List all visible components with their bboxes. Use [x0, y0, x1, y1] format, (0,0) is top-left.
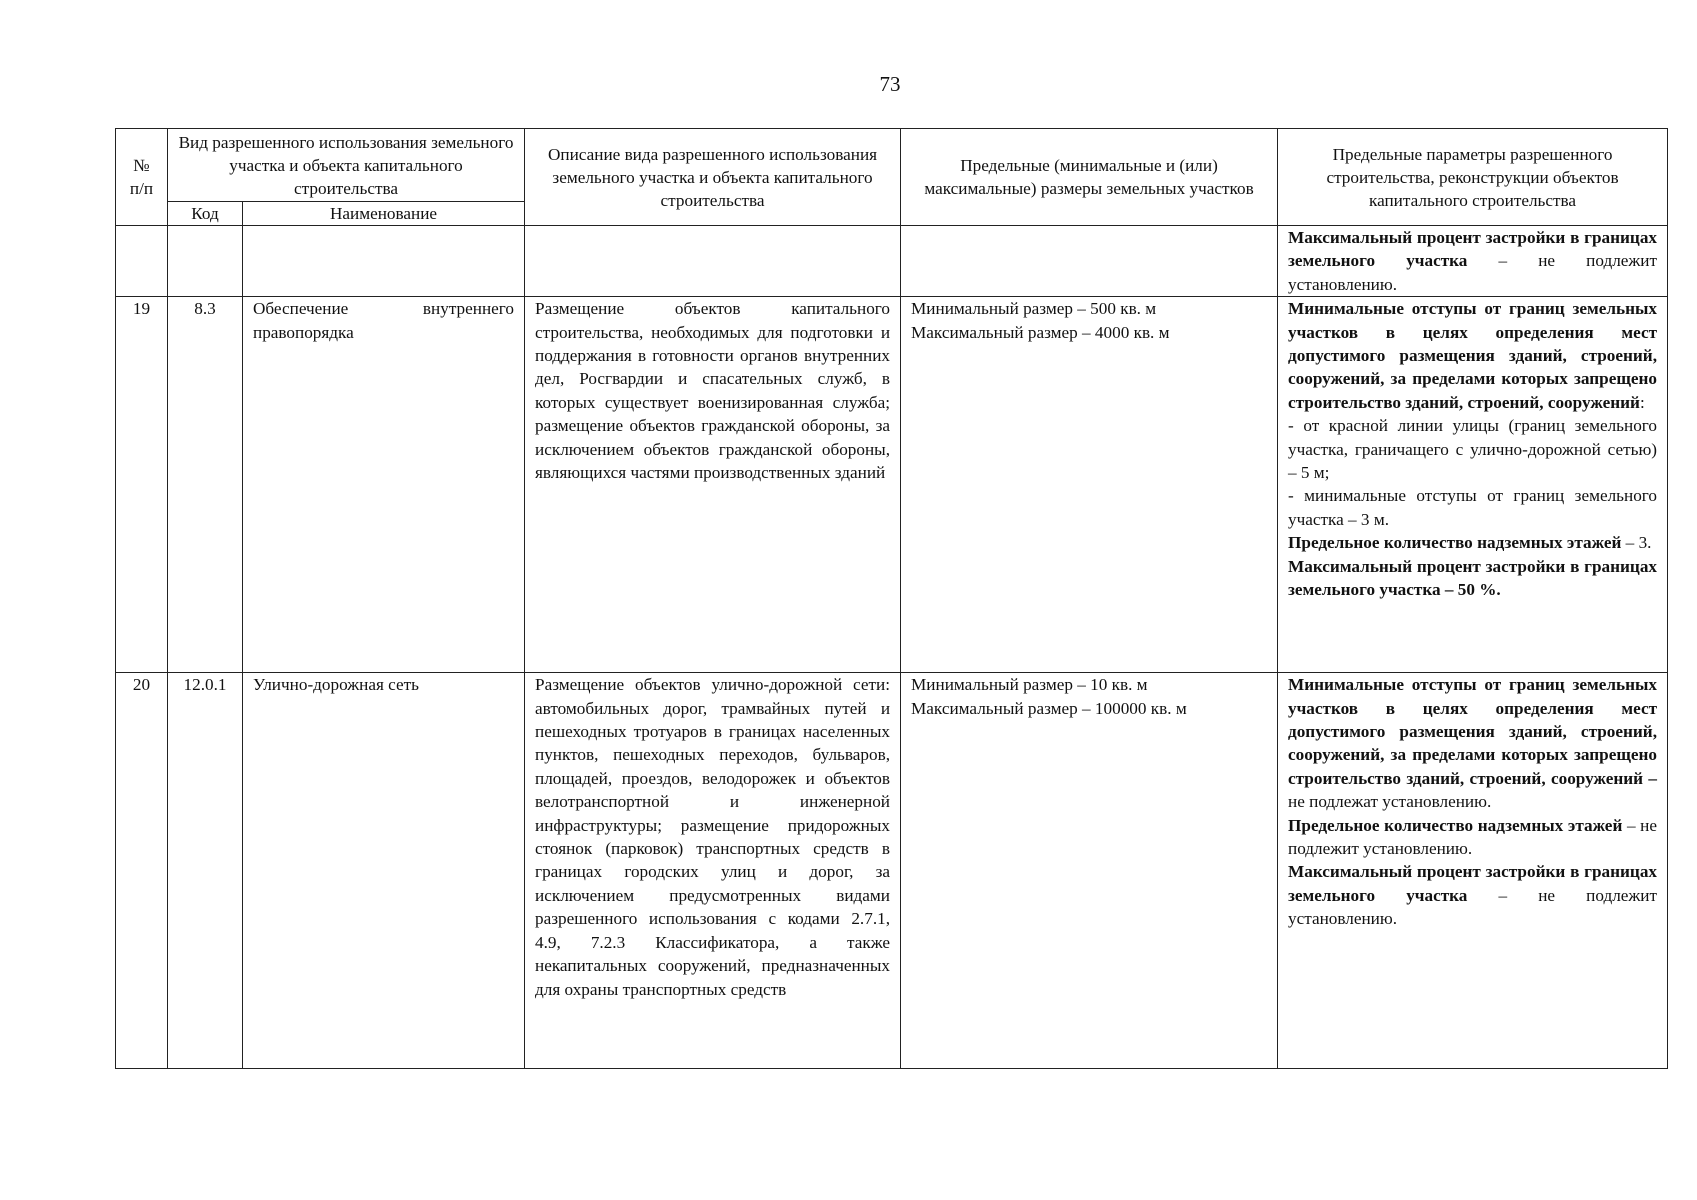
cell-sizes — [901, 297, 1278, 673]
size-min: Минимальный размер – 500 кв. м — [911, 299, 1157, 319]
header-description: Описание вида разрешенного использования земельного участка и объекта капитального строительства — [525, 129, 901, 226]
cell-params — [1278, 226, 1668, 297]
cell-name — [243, 226, 525, 297]
size-max: Максимальный размер – 4000 кв. м — [911, 322, 1170, 342]
param-max-coverage-value: – не подлежит установлению. — [1288, 885, 1658, 929]
param-setback-min: - минимальные отступы от границ земельного участка – 3 м. — [1288, 486, 1658, 529]
cell-code — [168, 226, 243, 297]
param-setback-red-line: - от красной линии улицы (границ земельного участка, граничащего с улично-дорожной сетью) – 5 м; — [1288, 416, 1658, 483]
param-floors-label: Предельное количество надземных этажей — [1288, 533, 1622, 553]
page-number: 73 — [879, 72, 901, 96]
cell-description — [525, 226, 901, 297]
param-setbacks — [1288, 673, 1657, 813]
cell-code: 12.0.1 — [168, 673, 243, 1069]
size-min: Минимальный размер – 10 кв. м — [911, 675, 1148, 695]
param-setbacks-label: Минимальные отступы от границ земельных участков в целях определения мест допустимого размещения зданий, строений, сооружений, за пределами которых запрещено строительство зданий, строений, сооружений – — [1288, 675, 1658, 788]
header-use-type: Вид разрешенного использования земельного участка и объекта капитального строительства — [168, 129, 525, 202]
param-max-coverage-label: Максимальный процент застройки в границах земельного участка — [1288, 228, 1658, 271]
param-floors — [1288, 531, 1657, 554]
cell-num — [116, 226, 168, 297]
param-floors-value: – не подлежит установлению. — [1288, 815, 1658, 859]
param-floors-label: Предельное количество надземных этажей — [1288, 815, 1623, 835]
cell-description: Размещение объектов капитального строительства, необходимых для подготовки и поддержания в готовности органов внутренних дел, Росгвардии и спасательных служб, в которых существует военизированная служба; размещение объектов гражданской обороны, за исключением объектов гражданской обороны, являющихся частями производственных зданий — [525, 297, 901, 673]
header-name: Наименование — [243, 202, 525, 226]
cell-name: Обеспечение внутреннего правопорядка — [243, 297, 525, 673]
param-setbacks-label: Минимальные отступы от границ земельных участков в целях определения мест допустимого размещения зданий, строений, сооружений, за пределами которых запрещено строительство зданий, строений, сооружений — [1288, 299, 1658, 412]
cell-code: 8.3 — [168, 297, 243, 673]
param-floors-value: – 3. — [1621, 533, 1652, 553]
table-row-continuation — [116, 226, 1668, 297]
param-setbacks-value: : — [1639, 392, 1645, 412]
cell-params — [1278, 673, 1668, 1069]
table-row — [116, 297, 1668, 673]
cell-name: Улично-дорожная сеть — [243, 673, 525, 1069]
table-row — [116, 673, 1668, 1069]
cell-params — [1278, 297, 1668, 673]
param-floors — [1288, 814, 1657, 861]
cell-sizes — [901, 673, 1278, 1069]
size-max: Максимальный размер – 100000 кв. м — [911, 698, 1187, 718]
header-build-params: Предельные параметры разрешенного строительства, реконструкции объектов капитального строительства — [1278, 129, 1668, 226]
permitted-use-table — [115, 128, 1668, 1069]
param-max-coverage-label: Максимальный процент застройки в границах земельного участка — [1288, 862, 1658, 905]
param-setbacks — [1288, 297, 1657, 414]
param-max-coverage — [1288, 555, 1657, 602]
param-max-coverage — [1288, 860, 1657, 930]
cell-sizes — [901, 226, 1278, 297]
param-max-coverage-value: – не подлежит установлению. — [1288, 251, 1658, 294]
header-code: Код — [168, 202, 243, 226]
cell-num: 19 — [116, 297, 168, 673]
header-num: № п/п — [116, 129, 168, 226]
param-setbacks-value: не подлежат установлению. — [1288, 792, 1492, 812]
cell-description: Размещение объектов улично-дорожной сети: автомобильных дорог, трамвайных путей и пешеходных тротуаров в границах населенных пунктов, пешеходных переходов, бульваров, площадей, проездов, велодорожек и объектов велотранспортной и инженерной инфраструктуры; размещение придорожных стоянок (парковок) транспортных средств в границах городских улиц и дорог, за исключением предусмотренных видами разрешенного использования с кодами 2.7.1, 4.9, 7.2.3 Классификатора, а также некапитальных сооружений, предназначенных для охраны транспортных средств — [525, 673, 901, 1069]
param-max-coverage-label: Максимальный процент застройки в границах земельного участка – 50 %. — [1288, 556, 1658, 600]
cell-num: 20 — [116, 673, 168, 1069]
header-plot-sizes: Предельные (минимальные и (или) максимальные) размеры земельных участков — [901, 129, 1278, 226]
